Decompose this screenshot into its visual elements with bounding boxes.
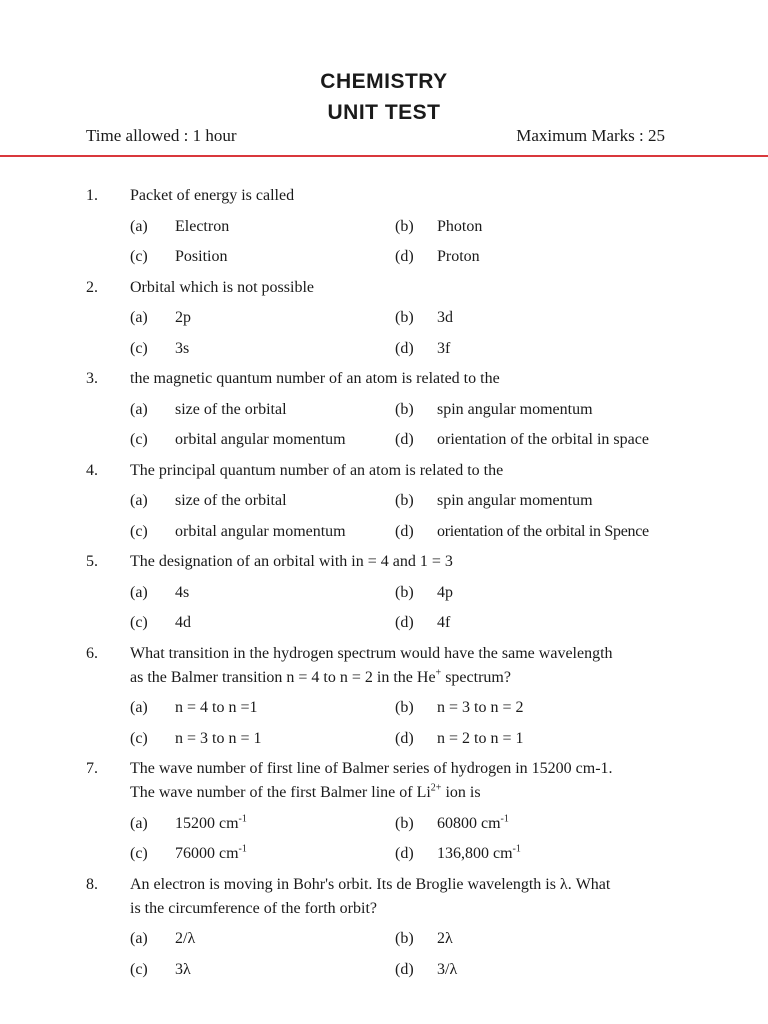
option-label: (a) (130, 309, 148, 326)
option-text: n = 4 to n =1 (175, 699, 258, 716)
option-text: 4d (175, 614, 191, 631)
question-number: 6. (86, 644, 98, 662)
text-part: The wave number of the first Balmer line of Li (130, 784, 431, 801)
maximum-marks: Maximum Marks : 25 (516, 126, 665, 145)
option-label: (c) (130, 729, 148, 747)
option-label: (d) (395, 729, 414, 747)
option-text: orbital angular momentum (175, 431, 346, 448)
option-label: (b) (395, 699, 414, 716)
question-list (0, 184, 768, 988)
superscript: -1 (500, 813, 509, 825)
option-label: (a) (130, 699, 148, 716)
question-6 (0, 642, 768, 758)
option-label: (d) (395, 960, 414, 978)
option-label: (a) (130, 492, 148, 509)
option-label: (c) (130, 960, 148, 978)
option-text: Position (175, 248, 228, 265)
question-text: the magnetic quantum number of an atom is related to the (130, 370, 500, 387)
option-value: 15200 cm (175, 814, 239, 832)
option-label: (a) (130, 583, 148, 601)
page-title: CHEMISTRY (320, 70, 448, 93)
question-text: Packet of energy is called (130, 187, 295, 204)
question-number: 3. (86, 370, 98, 387)
question-number: 8. (86, 875, 98, 893)
option-text: n = 3 to n = 2 (437, 699, 524, 716)
option-text (437, 842, 727, 866)
question-number: 1. (86, 187, 98, 204)
option-label: (b) (395, 930, 414, 947)
question-text (130, 873, 690, 921)
question-7 (0, 757, 768, 873)
option-text: 3λ (175, 960, 191, 978)
question-number: 2. (86, 278, 98, 296)
option-label: (b) (395, 309, 414, 326)
option-text: size of the orbital (175, 400, 287, 418)
text-part: ion is (441, 784, 481, 801)
option-text: Photon (437, 217, 483, 235)
option-text: n = 3 to n = 1 (175, 729, 262, 747)
option-label: (d) (395, 339, 414, 357)
option-text: 3d (437, 309, 453, 326)
page-subtitle: UNIT TEST (327, 101, 441, 124)
question-text: The designation of an orbital with in = 4 and 1 = 3 (130, 553, 453, 570)
option-text: 3s (175, 339, 190, 357)
option-text: size of the orbital (175, 492, 287, 509)
option-label: (b) (395, 814, 414, 832)
question-number: 4. (86, 461, 98, 479)
superscript: -1 (238, 843, 247, 855)
option-text: orbital angular momentum (175, 522, 346, 540)
header-divider (0, 155, 768, 157)
option-text: Proton (437, 248, 480, 265)
option-text: 4p (437, 583, 453, 601)
option-text: 4s (175, 583, 190, 601)
option-label: (d) (395, 248, 414, 265)
question-2 (0, 276, 768, 368)
option-label: (a) (130, 930, 148, 947)
option-label: (c) (130, 614, 148, 631)
option-label: (d) (395, 614, 414, 631)
time-allowed: Time allowed : 1 hour (86, 126, 237, 145)
text-part: as the Balmer transition n = 4 to n = 2 in the He (130, 668, 436, 686)
option-label: (b) (395, 217, 414, 235)
question-text: Orbital which is not possible (130, 278, 314, 296)
question-text-line2 (130, 784, 481, 801)
question-text-line1: The wave number of first line of Balmer series of hydrogen in 15200 cm-1. (130, 760, 613, 777)
option-text: 3f (437, 339, 451, 357)
option-text (175, 842, 395, 866)
option-text: orientation of the orbital in Spence (437, 522, 649, 540)
option-text: 2/λ (175, 930, 196, 947)
question-text: The principal quantum number of an atom is related to the (130, 461, 504, 479)
question-text-line2 (130, 669, 511, 686)
superscript: -1 (512, 843, 521, 855)
option-label: (c) (130, 431, 148, 448)
question-number: 7. (86, 760, 98, 777)
option-label: (d) (395, 522, 414, 540)
option-text: n = 2 to n = 1 (437, 729, 524, 747)
question-text-line1: What transition in the hydrogen spectrum would have the same wavelength (130, 644, 613, 662)
option-text: orientation of the orbital in space (437, 431, 649, 448)
option-text: spin angular momentum (437, 400, 593, 418)
option-text (437, 812, 727, 836)
option-text: 4f (437, 614, 451, 631)
question-1 (0, 184, 768, 276)
option-label: (b) (395, 400, 414, 418)
question-number: 5. (86, 553, 98, 570)
text-part: spectrum? (441, 668, 511, 686)
question-5 (0, 550, 768, 642)
question-text-line1: An electron is moving in Bohr's orbit. Its de Broglie wavelength is λ. What (130, 875, 611, 893)
question-8 (0, 873, 768, 989)
option-label: (d) (395, 431, 414, 448)
superscript: + (435, 667, 442, 679)
option-label: (a) (130, 400, 148, 418)
option-label: (c) (130, 522, 148, 540)
option-text: spin angular momentum (437, 492, 593, 509)
option-label: (c) (130, 248, 148, 265)
option-text (175, 812, 395, 836)
option-label: (c) (130, 845, 148, 862)
option-label: (b) (395, 492, 414, 509)
question-text (130, 757, 690, 805)
option-label: (c) (130, 339, 148, 357)
superscript: -1 (238, 813, 247, 825)
question-text-line2: is the circumference of the forth orbit? (130, 899, 377, 917)
option-label: (b) (395, 583, 414, 601)
option-label: (a) (130, 814, 148, 832)
option-text: Electron (175, 217, 230, 235)
option-value: 76000 cm (175, 845, 239, 862)
question-3 (0, 367, 768, 459)
superscript: 2+ (430, 782, 442, 794)
option-value: 60800 cm (437, 814, 501, 832)
option-value: 136,800 cm (437, 845, 513, 862)
option-text: 2λ (437, 930, 453, 947)
option-label: (a) (130, 217, 148, 235)
option-text: 3/λ (437, 960, 458, 978)
option-label: (d) (395, 845, 414, 862)
question-4 (0, 459, 768, 551)
option-text: 2p (175, 309, 191, 326)
question-text (130, 642, 690, 690)
